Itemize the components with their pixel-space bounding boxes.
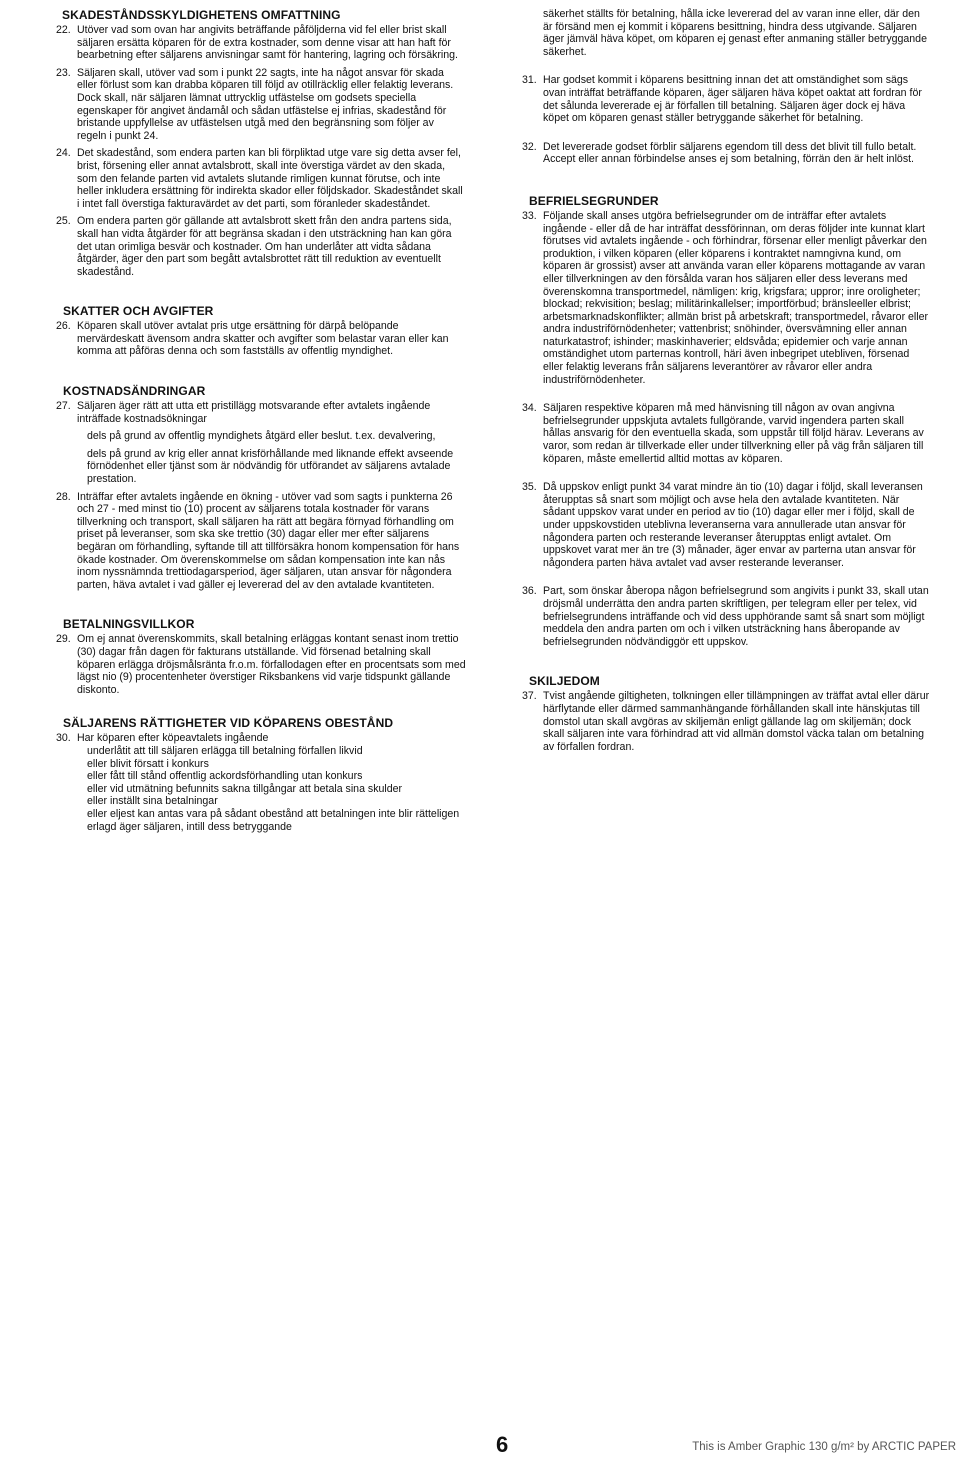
clause-text: Tvist angående giltigheten, tolkningen eller tillämpningen av träffat avtal eller därur härflytande eller därmed sammanhängande förhållanden skall inte hänskjutas till domstol utan skall avgöras av skiljemän enligt gällande lag om skiljemän; dock skall säljaren inte vara förhindrad att vid allmän domstol väcka talan om betalning av förfallen fordran. <box>543 690 930 753</box>
heading-saljarens-rattigheter: SÄLJARENS RÄTTIGHETER VID KÖPARENS OBESTÅND <box>63 716 394 731</box>
clause-text: Om endera parten gör gällande att avtalsbrott skett från den andra partens sida, skall han vidta åtgärder för att begränsa skadan i den utsträckning han kan göra det utan orimliga besvär och kostnader. Om han underlåter att vidta sådana åtgärder, äger den part som begått avtalsbrottet rätt till reduktion av eventuellt skadestånd. <box>77 215 452 278</box>
clause-34 <box>522 402 932 465</box>
paper-note: This is Amber Graphic 130 g/m² by ARCTIC PAPER <box>692 1441 956 1453</box>
clause-number: 27. <box>56 400 71 413</box>
clause-text: Då uppskov enligt punkt 34 varat mindre än tio (10) dagar i följd, skall leveransen återupptas så snart som möjligt och avse hela den avtalade kvantiteten. När sådant uppskov varat under en period av tio (10) dagar eller mer i följd, skall de under uppskovstiden uteblivna leveranserna vara annullerade utan ansvar för någondera parten och resterande leveranser återupptas enligt avtalet. Om uppskovet varat mer än tre (3) månader, äger envar av parterna utan ansvar för någondera parten häva avtalet vad avser resterande leveranser. <box>543 481 923 569</box>
clause-text: Inträffar efter avtalets ingående en ökning - utöver vad som sagts i punkterna 26 och 27 - med minst tio (10) procent av säljarens totala kostnader för varans tillverkning och transport, skall säljaren ha rätt att begära förnyad förhandling om priset på leveranser, som ska ske trettio (30) dagar eller mer efter säljarens begäran om förhandling, syftande till att tillförsäkra honom kompensation för hans ökade kostnader. Om överenskommelse om sådan kompensation inte kan nås inom nyssnämnda trettiodagarsperiod, äger säljaren, utan ansvar för någondera parten, häva avtalet i vad gäller ej levererad del av den avtalade kvantiteten. <box>77 490 460 591</box>
clause-text: Det skadestånd, som endera parten kan bli förpliktad utge vare sig detta avser fel, brist, försening eller annat avtalsbrott, skall inte överstiga värdet av den skada, som den felande parten vid avtalets slutande rimligen kunnat förutse, och inte heller inkludera ersättning för indirekta skador eller följdskador. Skadeståndet skall i intet fall överstiga fakturavärdet av det parti, som föranleder skadeståndet. <box>77 147 463 210</box>
clause-text: Säljaren äger rätt att utta ett pristillägg motsvarande efter avtalets ingående inträffade kostnadsökningar <box>77 400 431 425</box>
clause-number: 22. <box>56 24 71 36</box>
clause-number: 32. <box>522 140 537 153</box>
clause-number: 31. <box>522 74 537 87</box>
heading-skiljedom: SKILJEDOM <box>529 674 600 689</box>
clause-text: Köparen skall utöver avtalat pris utge ersättning för därpå belöpande mervärdeskatt ävensom andra skatter och avgifter som belastar varan eller kan komma att påföras denna och som fastställs av offentlig myndighet. <box>77 320 449 358</box>
clause-text: Följande skall anses utgöra befrielsegrunder om de inträffar efter avtalets ingående - eller då de har inträffat dessförinnan, om deras följder inte kunnat klart förutses vid avtalets ingående - och förhindrar, försenar eller menligt påverkar den produktion, i vilken köparen (eller köparens i kontraktet namngivna kund, om köparen är grossist) avser att använda varan eller köparens mottagande av varan eller tillverkningen av den försålda varan hos säljaren eller dess leverans med överenskomna transportmedel, nämligen: krig, krigsfara; uppror; inre oroligheter; blockad; rekvisition; beslag; militärinkallelser; importförbud; bränsleeller elbrist; arbetsmarknadskonflikter; allmän brist på arbetskraft; transportmedel, råvaror eller andra industriförnödenheter; vattenbrist; snöhinder, översvämning eller annan naturkatastrof; ishinder; maskinhaverier; eldsvåda; epidemier och varje annan omständighet utom parternas kontroll, häri även inbegripet utebliven, försenad eller felaktig leverans från säljarens leverantörer av råvaror eller andra industriförnödenheter. <box>543 209 929 386</box>
page-number: 6 <box>496 1432 509 1457</box>
left-column <box>56 8 466 833</box>
heading-skadestand-omfattning: SKADESTÅNDSSKYLDIGHETENS OMFATTNING <box>62 8 341 22</box>
clause-text: Om ej annat överenskommits, skall betalning erläggas kontant senast inom trettio (30) dagar från dagen för fakturans utställande. Vid försenad betalning skall köparen erlägga dröjsmålsränta fr.o.m. förfallodagen efter en procentsats som med lägst nio (9) procentenheter överstiger Riksbankens vid varje tidspunkt gällande diskonto. <box>77 633 466 696</box>
clause-30-point-c: eller fått till stånd offentlig ackordsförhandling utan konkurs <box>87 770 363 783</box>
clause-28 <box>56 491 466 592</box>
clause-number: 24. <box>56 147 71 160</box>
clause-22 <box>56 24 466 62</box>
clause-text: Säljaren skall, utöver vad som i punkt 22 sagts, inte ha något ansvar för skada eller förlust som kan drabba köparen till följd av otillräcklig eller felaktig leverans. Dock skall, när säljaren lämnat uttrycklig utfästelse om godsets speciella egenskaper för angivet ändamål och sådan utfästelse ej infrias, skadestånd för bristande uppfyllelse av utfästelsen utgå med den begränsning som följer av regeln i punkt 24. <box>77 66 454 142</box>
clause-30-continuation: säkerhet ställts för betalning, hålla icke levererad del av varan inne eller, där den är försänd men ej kommit i köparens besittning, hindra dess utgivande. Säljaren äger jämväl häva köpet, om köparen ej genast efter anmaning ställer betryggande säkerhet. <box>543 8 927 58</box>
clause-30-point-a: underlåtit att till säljaren erlägga till betalning förfallen likvid <box>87 744 363 757</box>
clause-number: 26. <box>56 320 71 333</box>
clause-number: 37. <box>522 690 537 703</box>
clause-number: 28. <box>56 490 71 503</box>
clause-30-point-f: eller eljest kan antas vara på sådant obestånd att betalningen inte blir rätteligen erlagd äger säljaren, intill dess betryggande <box>87 807 460 833</box>
clause-text: Part, som önskar åberopa någon befrielsegrund som angivits i punkt 33, skall utan dröjsmål underrätta den andra parten skriftligen, per telegram eller per telex, vid befrielsegrundens inträffande och vid dess upphörande samt så snart som möjligt meddela den andra parten om och i vilken utsträckning hans åberopande av befrielsegrunden nödvändiggör ett uppskov. <box>543 585 929 648</box>
clause-number: 35. <box>522 481 537 494</box>
clause-30-point-d: eller vid utmätning befunnits sakna tillgångar att betala sina skulder <box>87 782 403 795</box>
clause-number: 25. <box>56 215 71 228</box>
clause-30-point-b: eller blivit försatt i konkurs <box>87 757 209 770</box>
clause-31 <box>522 74 932 124</box>
clause-number: 34. <box>522 402 537 415</box>
clause-30 <box>56 732 466 745</box>
clause-text: Det levererade godset förblir säljarens egendom till dess det blivit till fullo betalt. Accept eller annan förbindelse anses ej som betalning, förrän den är helt inlöst. <box>543 140 917 166</box>
clause-25 <box>56 215 466 278</box>
clause-32 <box>522 141 932 166</box>
heading-befrielsegrunder: BEFRIELSEGRUNDER <box>529 193 659 208</box>
clause-29 <box>56 633 466 696</box>
heading-betalningsvillkor: BETALNINGSVILLKOR <box>63 617 195 632</box>
right-column <box>522 8 932 753</box>
clause-number: 36. <box>522 585 537 598</box>
clause-27-point-b: dels på grund av krig eller annat krisförhållande med liknande effekt avseende förnödenhet eller tjänst som är nödvändig för utförandet av säljarens avtalade prestation. <box>87 447 454 486</box>
heading-kostnadsandringar: KOSTNADSÄNDRINGAR <box>63 384 206 399</box>
clause-26 <box>56 320 466 358</box>
clause-27 <box>56 400 466 425</box>
clause-35 <box>522 481 932 569</box>
clause-23 <box>56 67 466 143</box>
clause-30-point-e: eller inställt sina betalningar <box>87 795 218 808</box>
clause-number: 29. <box>56 633 71 646</box>
clause-number: 30. <box>56 732 71 745</box>
clause-27-point-a: dels på grund av offentlig myndighets åtgärd eller beslut. t.ex. devalvering, <box>87 430 436 443</box>
clause-text: Har köparen efter köpeavtalets ingående <box>77 732 269 745</box>
clause-text: Utöver vad som ovan har angivits beträffande påföljderna vid fel eller brist skall säljaren ersätta köparen för de extra kostnader, som denne visar att han haft för bearbetning efter säljarens anvisningar samt för hantering, lagring och försäkring. <box>77 24 458 62</box>
clause-33 <box>522 210 932 386</box>
clause-number: 33. <box>522 209 537 222</box>
clause-37 <box>522 690 932 753</box>
clause-36 <box>522 585 932 648</box>
clause-text: Säljaren respektive köparen må med hänvisning till någon av ovan angivna befrielsegrunder uppskjuta avtalets fullgörande, varvid ingendera parten skall hållas ansvarig för den eventuella skada, som uppstår till följd härav. Leverans av varor, som redan är tillverkade eller under tillverkning eller på väg från säljaren till köparen, måste emellertid alltid mottas av köparen. <box>543 402 924 465</box>
clause-24 <box>56 147 466 210</box>
clause-text: Har godset kommit i köparens besittning innan det att omständighet som sägs ovan inträffat beträffande köparen, äger säljaren häva köpet oaktat att fordran för det sålunda levererade ej är förfallen till betalning. Säljaren äger dock ej häva köpet om köparen genast ställer betryggande säkerhet för betalning. <box>543 74 922 125</box>
clause-number: 23. <box>56 66 71 79</box>
heading-skatter: SKATTER OCH AVGIFTER <box>63 304 214 319</box>
